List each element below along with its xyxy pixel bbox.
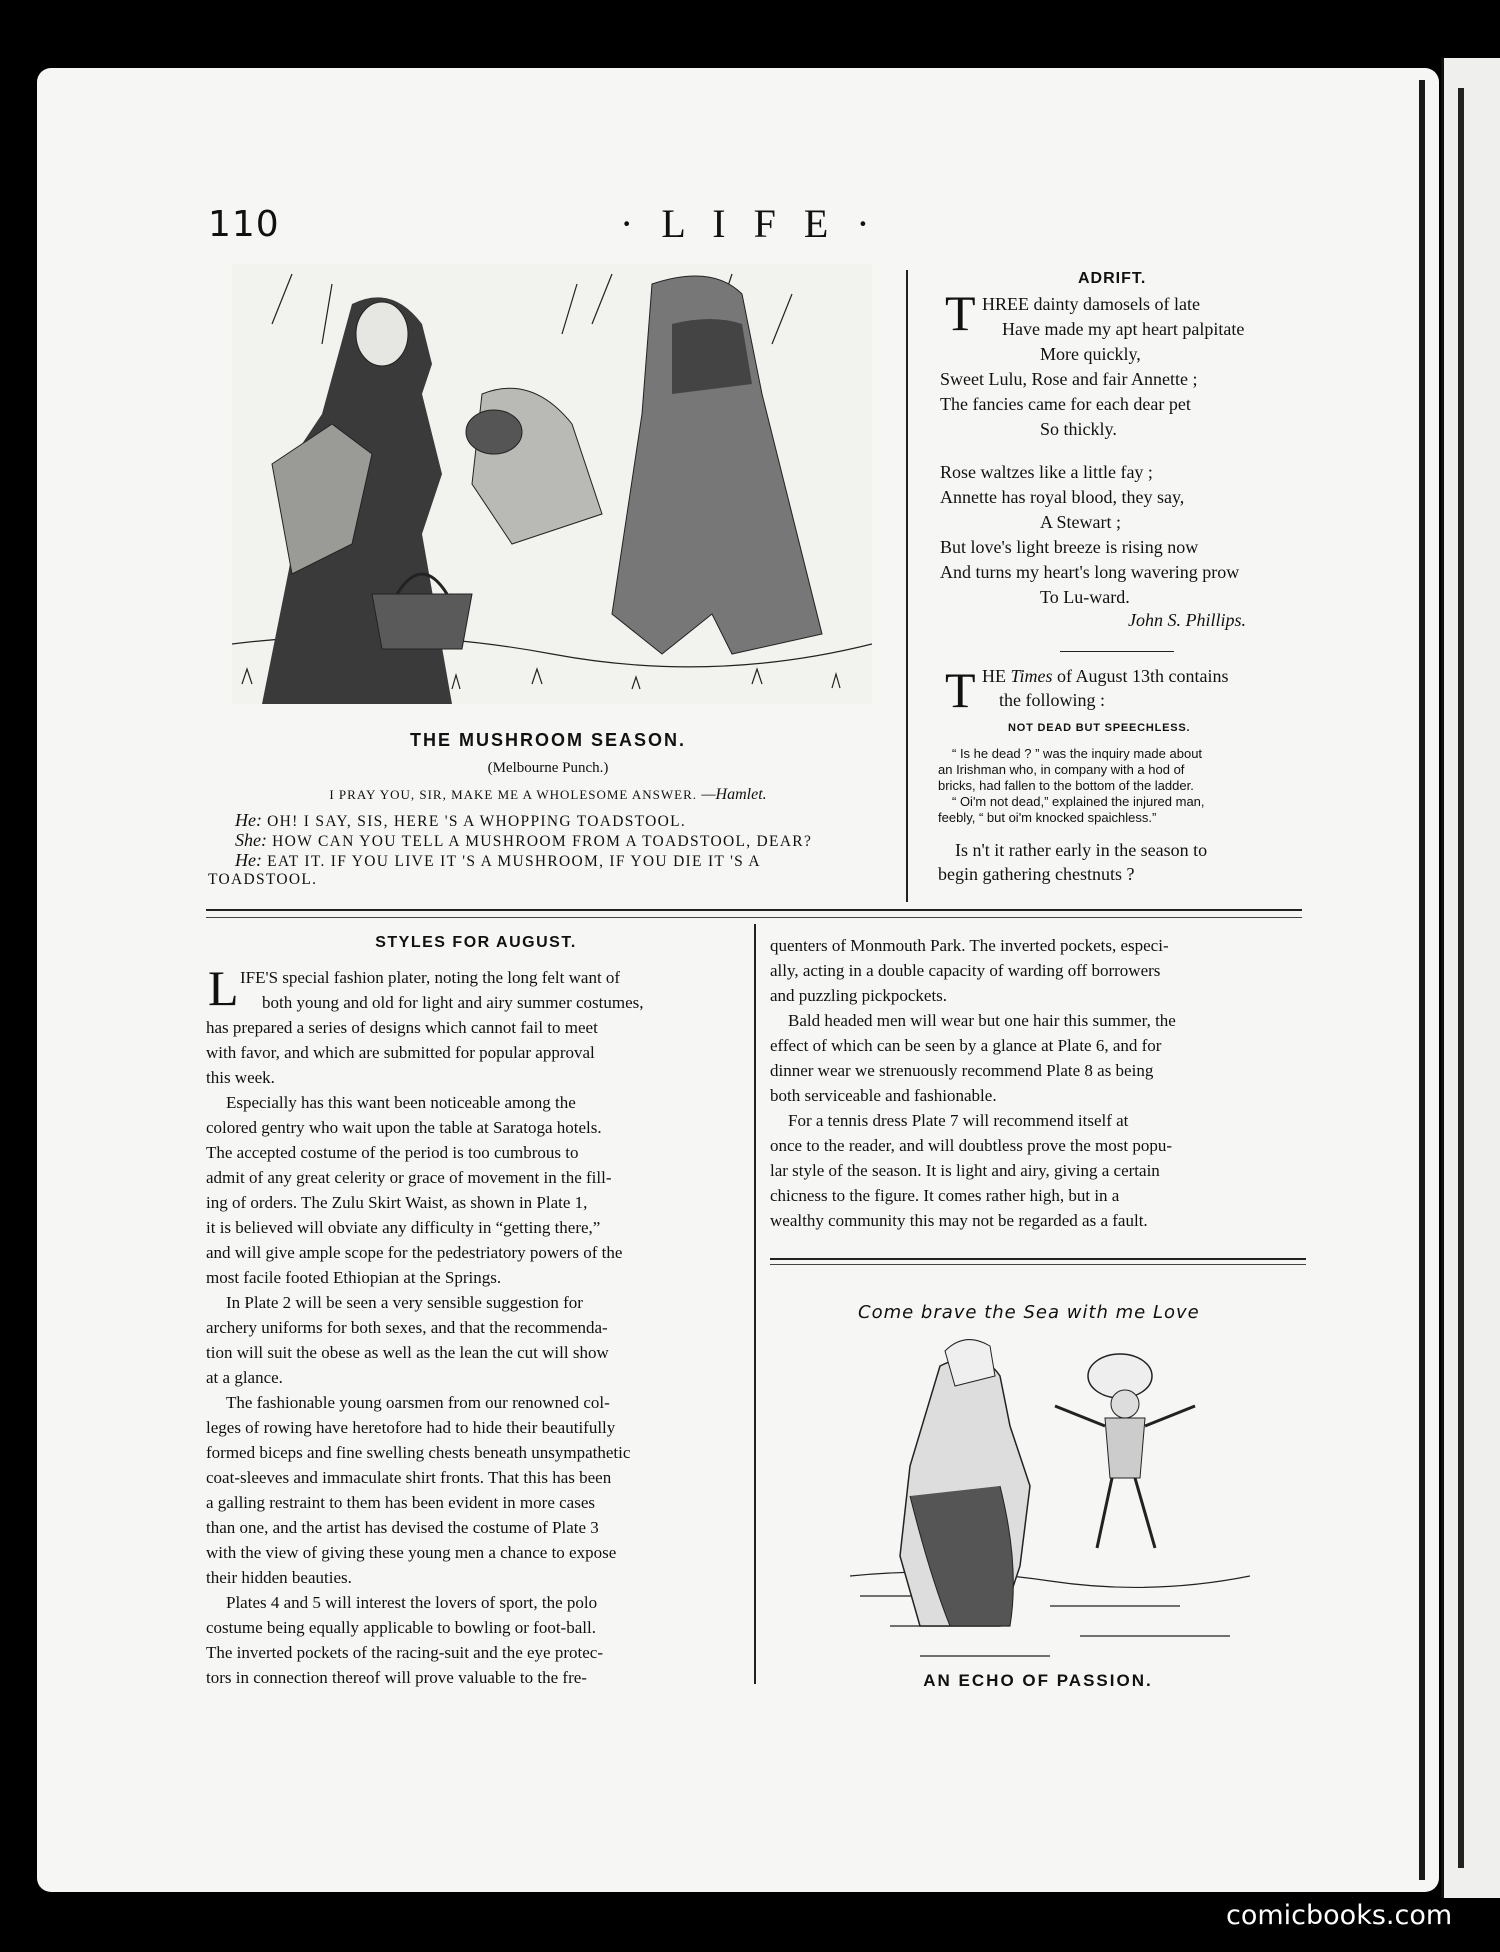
article-title: STYLES FOR AUGUST. <box>375 934 577 951</box>
page-number: 110 <box>208 204 280 245</box>
dialogue-text: OH! I SAY, SIS, HERE 'S A WHOPPING TOADSTOOL. <box>267 813 687 830</box>
drop-cap: T <box>945 662 976 718</box>
article-line: In Plate 2 will be seen a very sensible suggestion for <box>226 1293 583 1312</box>
article-line: coat-sleeves and immaculate shirt fronts. That this has been <box>206 1468 612 1487</box>
dialogue-line <box>208 870 317 890</box>
article-line: archery uniforms for both sexes, and that the recommenda- <box>206 1318 608 1337</box>
column-rule <box>754 924 756 1684</box>
echo-of-passion-illustration <box>850 1296 1250 1676</box>
news-line: “ Is he dead ? ” was the inquiry made about <box>952 746 1203 761</box>
times-text: of August 13th contains <box>1052 666 1229 686</box>
article-line: The inverted pockets of the racing-suit and the eye protec- <box>206 1643 603 1662</box>
mushroom-season-illustration <box>232 264 872 704</box>
adjacent-page-edge <box>1441 58 1500 1898</box>
article-line: Bald headed men will wear but one hair this summer, the <box>788 1011 1176 1030</box>
poem-line: HREE dainty damosels of late <box>982 294 1200 314</box>
article-line: this week. <box>206 1068 275 1087</box>
poem-line: The fancies came for each dear pet <box>940 394 1191 414</box>
news-line: “ Oi'm not dead,” explained the injured man, <box>952 794 1205 809</box>
article-line: chicness to the figure. It comes rather high, but in a <box>770 1186 1120 1205</box>
speaker: He: <box>235 810 262 830</box>
masthead: · L I F E · <box>620 201 879 246</box>
news-line: bricks, had fallen to the bottom of the ladder. <box>938 778 1194 793</box>
times-closing-line: Is n't it rather early in the season to <box>955 840 1208 860</box>
article-line: The accepted costume of the period is too cumbrous to <box>206 1143 579 1162</box>
poem-line: Have made my apt heart palpitate <box>1002 319 1245 339</box>
article-line: their hidden beauties. <box>206 1568 352 1587</box>
news-line: an Irishman who, in company with a hod of <box>938 762 1185 777</box>
section-rule <box>770 1264 1306 1265</box>
article-line: formed biceps and fine swelling chests beneath unsympathetic <box>206 1443 631 1462</box>
article-line: For a tennis dress Plate 7 will recommend itself at <box>788 1111 1129 1130</box>
poem-author: John S. Phillips. <box>1128 610 1246 630</box>
cartoon-title: THE MUSHROOM SEASON. <box>409 730 686 750</box>
article-line: costume being equally applicable to bowling or foot-ball. <box>206 1618 596 1637</box>
handwritten-caption: Come brave the Sea with me Love <box>858 1302 1200 1323</box>
column-rule <box>906 270 908 902</box>
article-line: has prepared a series of designs which cannot fail to meet <box>206 1018 598 1037</box>
poem-line: To Lu-ward. <box>1040 587 1130 607</box>
dialogue-line <box>235 850 761 872</box>
cartoon-epigraph <box>208 786 888 804</box>
cartoon-caption: AN ECHO OF PASSION. <box>923 1671 1153 1690</box>
article-line: Especially has this want been noticeable among the <box>226 1093 576 1112</box>
article-line: wealthy community this may not be regarded as a fault. <box>770 1211 1148 1230</box>
dialogue-text: TOADSTOOL. <box>208 871 318 888</box>
divider <box>1060 651 1174 652</box>
article-line: colored gentry who wait upon the table at Saratoga hotels. <box>206 1118 602 1137</box>
article-line: ally, acting in a double capacity of warding off borrowers <box>770 961 1161 980</box>
drop-cap: L <box>208 960 239 1016</box>
speaker: She: <box>235 830 267 850</box>
section-rule <box>206 917 1302 918</box>
poem-line: Rose waltzes like a little fay ; <box>940 462 1153 482</box>
times-intro-line <box>982 666 1229 687</box>
article-line: with the view of giving these young men a chance to expose <box>206 1543 617 1562</box>
dialogue-text: EAT IT. IF YOU LIVE IT 'S A MUSHROOM, IF YOU DIE IT 'S A <box>267 853 761 870</box>
article-line: effect of which can be seen by a glance at Plate 6, and for <box>770 1036 1162 1055</box>
times-closing-line: begin gathering chestnuts ? <box>938 864 1135 884</box>
article-line: once to the reader, and will doubtless prove the most popu- <box>770 1136 1173 1155</box>
poem-line: Sweet Lulu, Rose and fair Annette ; <box>940 369 1198 389</box>
article-line: it is believed will obviate any difficulty in “getting there,” <box>206 1218 601 1237</box>
times-italic: Times <box>1010 666 1053 686</box>
epigraph-text: I PRAY YOU, SIR, MAKE ME A WHOLESOME ANSWER. <box>329 787 698 802</box>
page-gutter-shadow <box>1419 80 1425 1880</box>
article-line: most facile footed Ethiopian at the Springs. <box>206 1268 502 1287</box>
article-line: a galling restraint to them has been evident in more cases <box>206 1493 595 1512</box>
article-line: ing of orders. The Zulu Skirt Waist, as shown in Plate 1, <box>206 1193 588 1212</box>
article-line: Plates 4 and 5 will interest the lovers of sport, the polo <box>226 1593 598 1612</box>
poem-line: And turns my heart's long wavering prow <box>940 562 1240 582</box>
dialogue-line <box>235 830 812 852</box>
times-intro-line: the following : <box>999 690 1105 710</box>
article-line: at a glance. <box>206 1368 283 1387</box>
drop-cap: T <box>945 285 976 341</box>
watermark: comicbooks.com <box>1226 1900 1453 1931</box>
article-line: admit of any great celerity or grace of movement in the fill- <box>206 1168 612 1187</box>
section-rule <box>206 909 1302 911</box>
article-line: quenters of Monmouth Park. The inverted pockets, especi- <box>770 936 1169 955</box>
article-line: and will give ample scope for the pedestriatory powers of the <box>206 1243 623 1262</box>
poem-line: More quickly, <box>1040 344 1141 364</box>
article-line: IFE'S special fashion plater, noting the long felt want of <box>240 968 621 987</box>
article-line: with favor, and which are submitted for popular approval <box>206 1043 595 1062</box>
article-line: both young and old for light and airy summer costumes, <box>262 993 644 1012</box>
epigraph-source: —Hamlet. <box>701 786 767 803</box>
cartoon-credit: (Melbourne Punch.) <box>487 760 609 776</box>
article-line: leges of rowing have heretofore had to hide their beautifully <box>206 1418 616 1437</box>
dialogue-text: HOW CAN YOU TELL A MUSHROOM FROM A TOADSTOOL, DEAR? <box>272 833 813 850</box>
times-text: HE <box>982 666 1011 686</box>
article-line: lar style of the season. It is light and airy, giving a certain <box>770 1161 1160 1180</box>
poem-line: Annette has royal blood, they say, <box>940 487 1185 507</box>
news-line: feebly, “ but oi'm knocked spaichless.” <box>938 810 1157 825</box>
article-line: than one, and the artist has devised the costume of Plate 3 <box>206 1518 599 1537</box>
section-rule <box>770 1258 1306 1260</box>
article-line: dinner wear we strenuously recommend Plate 8 as being <box>770 1061 1154 1080</box>
poem-line: But love's light breeze is rising now <box>940 537 1199 557</box>
poem-line: So thickly. <box>1040 419 1117 439</box>
article-line: tion will suit the obese as well as the lean the cut will show <box>206 1343 609 1362</box>
news-heading: NOT DEAD BUT SPEECHLESS. <box>1008 722 1191 734</box>
article-line: both serviceable and fashionable. <box>770 1086 997 1105</box>
poem-line: A Stewart ; <box>1040 512 1121 532</box>
speaker: He: <box>235 850 262 870</box>
article-line: tors in connection thereof will prove valuable to the fre- <box>206 1668 587 1687</box>
dialogue-line <box>235 810 686 832</box>
poem-title: ADRIFT. <box>1078 270 1147 287</box>
article-line: and puzzling pickpockets. <box>770 986 948 1005</box>
article-line: The fashionable young oarsmen from our renowned col- <box>226 1393 610 1412</box>
